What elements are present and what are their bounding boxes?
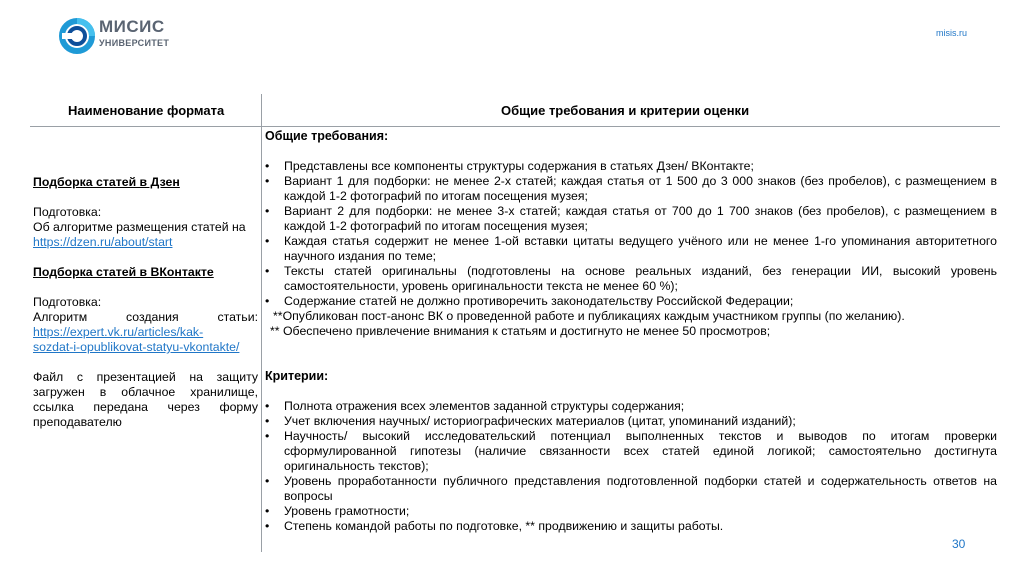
- criteria-title: Критерии:: [265, 369, 329, 383]
- dzen-link[interactable]: https://dzen.ru/about/start: [33, 235, 173, 249]
- criteria-item: • Степень командой работы по подготовке, ** продвижению и защиты работы.: [265, 519, 724, 533]
- criteria-item: • Учет включения научных/ историографических материалов (цитат, упоминаний изданий);: [265, 414, 796, 428]
- col1-header: Наименование формата: [68, 103, 225, 118]
- column-divider: [261, 94, 262, 552]
- requirements-column: [265, 129, 997, 534]
- dzen-desc: Об алгоритме размещения статей на: [33, 220, 246, 234]
- vk-link[interactable]: https://expert.vk.ru/articles/kak-: [33, 325, 204, 339]
- vk-desc: Алгоритм создания статьи:: [33, 310, 258, 324]
- vk-title: Подборка статей в ВКонтакте: [33, 265, 214, 279]
- criteria-item: • Полнота отражения всех элементов заданной структуры содержания;: [265, 399, 685, 413]
- dzen-title: Подборка статей в Дзен: [33, 175, 180, 189]
- requirement-item: • Представлены все компоненты структуры содержания в статьях Дзен/ ВКонтакте;: [265, 159, 754, 173]
- requirement-item: • Содержание статей не должно противоречить законодательству Российской Федерации;: [265, 294, 794, 308]
- criteria-item: • Уровень проработанности публичного представления подготовленной подборки статей и содержательность ответов на вопросы: [265, 474, 997, 503]
- requirement-item: • Тексты статей оригинальны (подготовлены на основе реальных изданий, без генерации ИИ, высокий уровень самостоятельности, уровень оригинальности текста не менее 60 %);: [265, 264, 997, 293]
- requirement-item: • Каждая статья содержит не менее 1-ой вставки цитаты ведущего учёного или не менее 1-го упоминания авторитетного научного издания по теме;: [265, 234, 997, 263]
- col2-header: Общие требования и критерии оценки: [501, 103, 750, 118]
- extra-requirement: ** Обеспечено привлечение внимания к статьям и достигнуто не менее 50 просмотров;: [270, 324, 771, 338]
- site-link[interactable]: misis.ru: [936, 28, 967, 38]
- criteria-item: • Научность/ высокий исследовательский потенциал выполненных текстов и выводов по итогам проверки сформулированной гипотезы (наличие связанности всех статей единой логикой; самостоятельно достигнута оригинальность текстов);: [265, 429, 997, 473]
- format-column: [33, 175, 258, 430]
- criteria-item: • Уровень грамотности;: [265, 504, 410, 518]
- dzen-prep: Подготовка:: [33, 205, 102, 219]
- file-note: Файл с презентацией на защиту загружен в облачное хранилище, ссылка передана через форму преподавателю: [33, 370, 258, 429]
- vk-prep: Подготовка:: [33, 295, 102, 309]
- vk-link-cont[interactable]: sozdat-i-opublikovat-statyu-vkontakte/: [33, 340, 240, 354]
- requirement-item: • Вариант 2 для подборки: не менее 3-х статей; каждая статья от 700 до 1 700 знаков (без пробелов), с размещением в каждой 1-2 фотографий по итогам посещения музея;: [265, 204, 997, 233]
- requirements-title: Общие требования:: [265, 129, 389, 143]
- header-divider: [30, 126, 1000, 127]
- requirement-item: • Вариант 1 для подборки: не менее 2-х статей; каждая статья от 1 500 до 3 000 знаков (без пробелов), с размещением в каждой 1-2 фотографий по итогам посещения музея;: [265, 174, 997, 203]
- page-number: 30: [952, 537, 966, 551]
- logo-subtitle: УНИВЕРСИТЕТ: [99, 38, 170, 48]
- extra-requirement: **Опубликован пост-анонс ВК о проведенной работе и публикациях каждым участником группы (по желанию).: [273, 309, 905, 323]
- logo-title: МИСИС: [99, 17, 165, 36]
